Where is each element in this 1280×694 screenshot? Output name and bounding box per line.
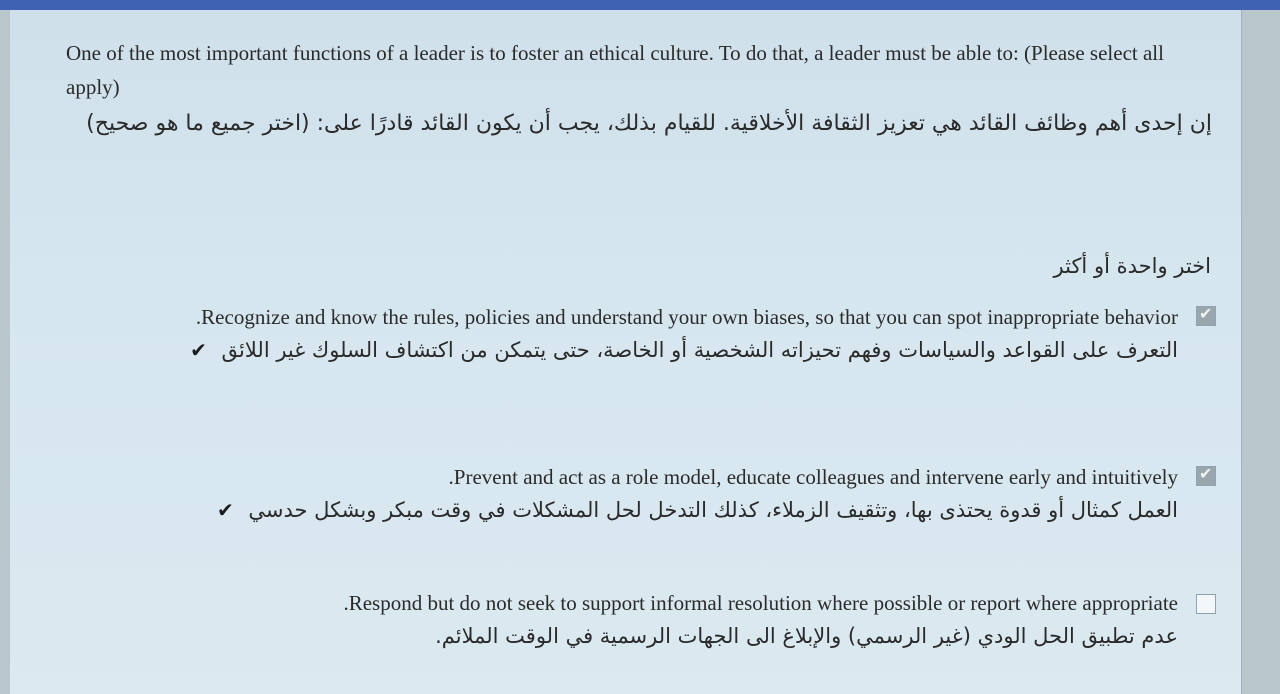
answer-option-2[interactable] bbox=[50, 462, 1220, 528]
question-panel bbox=[10, 10, 1242, 694]
option-1-correct-mark-icon: ✔ bbox=[190, 338, 207, 362]
option-2-correct-mark-icon: ✔ bbox=[216, 498, 234, 522]
question-text-en: One of the most important functions of a leader is to foster an ethical culture. To do that, a leader must be able to: (Please select all apply) bbox=[66, 41, 1164, 99]
answer-option-3[interactable] bbox=[50, 588, 1220, 654]
option-3-text-en: Respond but do not seek to support informal resolution where possible or report where appropriate. bbox=[343, 591, 1178, 615]
option-2-checkbox[interactable] bbox=[1196, 466, 1216, 486]
answer-option-1[interactable] bbox=[50, 302, 1220, 368]
option-1-checkbox[interactable] bbox=[1196, 306, 1216, 326]
answer-prompt: اختر واحدة أو أكثر bbox=[1053, 254, 1211, 278]
option-1-text-en: Recognize and know the rules, policies and understand your own biases, so that you can spot inappropriate behavior. bbox=[195, 305, 1178, 329]
option-1-text-ar-span: التعرف على القواعد والسياسات وفهم تحيزاته الشخصية أو الخاصة، حتى يتمكن من اكتشاف السلوك غير اللائق bbox=[221, 338, 1178, 362]
browser-top-bar bbox=[0, 0, 1280, 10]
option-1-text-ar bbox=[50, 332, 1220, 368]
option-2-text-en: Prevent and act as a role model, educate colleagues and intervene early and intuitively. bbox=[448, 465, 1178, 489]
option-2-text-ar bbox=[50, 492, 1220, 528]
option-3-text-ar: عدم تطبيق الحل الودي (غير الرسمي) والإبلاغ الى الجهات الرسمية في الوقت الملائم. bbox=[435, 624, 1178, 648]
question-text-ar: إن إحدى أهم وظائف القائد هي تعزيز الثقافة الأخلاقية. للقيام بذلك، يجب أن يكون القائد قادرًا على: (اختر جميع ما هو صحيح) bbox=[86, 111, 1212, 136]
option-3-checkbox[interactable] bbox=[1196, 594, 1216, 614]
option-2-text-ar-span: العمل كمثال أو قدوة يحتذى بها، وتثقيف الزملاء، كذلك التدخل لحل المشكلات في وقت مبكر وبشكل حدسي bbox=[248, 498, 1178, 522]
